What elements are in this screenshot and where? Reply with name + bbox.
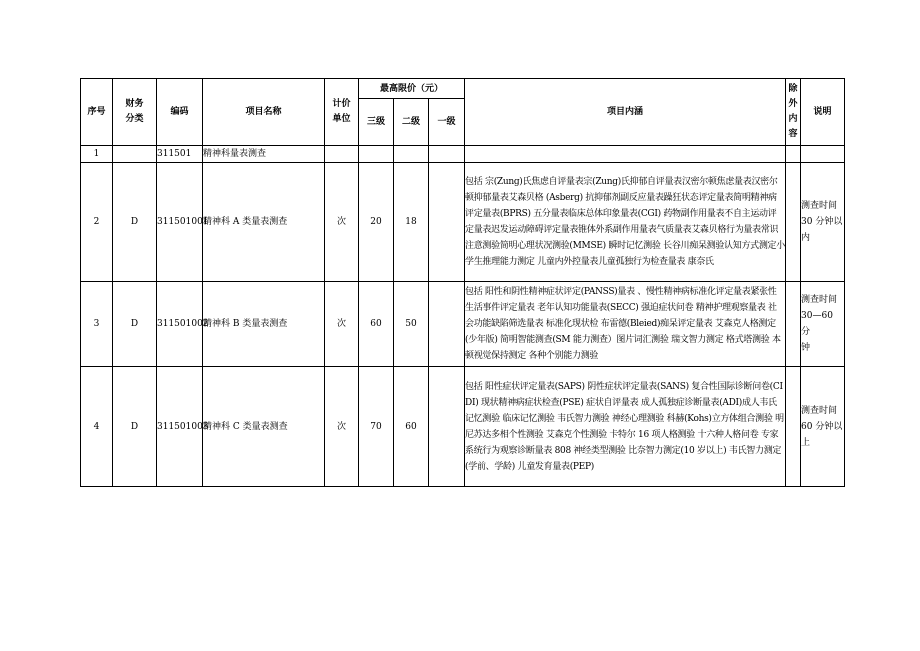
cell-level2 bbox=[394, 146, 429, 163]
cell-unit: 次 bbox=[325, 282, 359, 367]
cell-excluded bbox=[786, 163, 801, 282]
cell-level2: 18 bbox=[394, 163, 429, 282]
cell-content: 包括 宗(Zung)氏焦虑自评量表宗(Zung)氏抑郁自评量表汉密尔顿焦虑量表汉密尔顿抑郁量表艾森贝格 (Asberg) 抗抑郁剂副反应量表躁狂状态评定量表简明精神病评定量表(BPRS) 五分量表临床总体印象量表(CGI) 药物副作用量表不自主运动评定量表迟发运动障碍评定量表锥体外系副作用量表气质量表艾森贝格行为量表常识注意测验简明心理状况测验(MMSE) 瞬时记忆测验 长谷川痴呆测验认知方式测定小学生推理能力测定 儿童内外控量表儿童孤独行为检查量表 康奈氏 bbox=[465, 163, 786, 282]
cell-unit bbox=[325, 146, 359, 163]
cell-level2: 50 bbox=[394, 282, 429, 367]
cell-seq: 2 bbox=[81, 163, 113, 282]
cell-level3 bbox=[359, 146, 394, 163]
header-code: 编码 bbox=[157, 79, 203, 146]
cell-category: D bbox=[113, 282, 157, 367]
table-row bbox=[81, 367, 845, 487]
cell-note: 测查时间 30—60 分 钟 bbox=[801, 282, 845, 367]
cell-name: 精神科 A 类量表测查 bbox=[203, 163, 325, 282]
cell-level1 bbox=[429, 163, 465, 282]
cell-category: D bbox=[113, 163, 157, 282]
cell-note bbox=[801, 146, 845, 163]
header-name: 项目名称 bbox=[203, 79, 325, 146]
cell-name: 精神科 B 类量表测查 bbox=[203, 282, 325, 367]
header-max-price: 最高限价（元） bbox=[359, 79, 465, 99]
cell-code: 311501 bbox=[157, 146, 203, 163]
cell-excluded bbox=[786, 146, 801, 163]
header-row-1 bbox=[81, 79, 845, 99]
cell-level2: 60 bbox=[394, 367, 429, 487]
cell-content: 包括 阳性和阴性精神症状评定(PANSS)量表 、慢性精神病标准化评定量表紧张性生活事件评定量表 老年认知功能量表(SECC) 强迫症状问卷 精神护理观察量表 社会功能缺陷筛选量表 标准化现状检 布雷德(Bleied)痴呆评定量表 艾森克人格测定(少年版) 简明智能测查(SM 能力测查）图片词汇测验 瑞文智力测定 格式塔测验 本顿视觉保持测定 各种个别能力测验 bbox=[465, 282, 786, 367]
cell-note: 测查时间 30 分钟以 内 bbox=[801, 163, 845, 282]
cell-category bbox=[113, 146, 157, 163]
cell-level1 bbox=[429, 282, 465, 367]
cell-seq: 1 bbox=[81, 146, 113, 163]
cell-level1 bbox=[429, 367, 465, 487]
cell-seq: 4 bbox=[81, 367, 113, 487]
cell-content bbox=[465, 146, 786, 163]
table-row bbox=[81, 282, 845, 367]
cell-level3: 60 bbox=[359, 282, 394, 367]
cell-note: 测查时间 60 分钟以 上 bbox=[801, 367, 845, 487]
cell-code: 311501001 bbox=[157, 163, 203, 282]
header-seq: 序号 bbox=[81, 79, 113, 146]
table-row bbox=[81, 163, 845, 282]
cell-unit: 次 bbox=[325, 163, 359, 282]
header-level2: 二级 bbox=[394, 99, 429, 146]
header-level3: 三级 bbox=[359, 99, 394, 146]
cell-seq: 3 bbox=[81, 282, 113, 367]
header-level1: 一级 bbox=[429, 99, 465, 146]
cell-code: 311501002 bbox=[157, 282, 203, 367]
cell-level3: 20 bbox=[359, 163, 394, 282]
cell-excluded bbox=[786, 282, 801, 367]
header-content: 项目内涵 bbox=[465, 79, 786, 146]
header-unit: 计价 单位 bbox=[325, 79, 359, 146]
header-excluded: 除 外 内 容 bbox=[786, 79, 801, 146]
cell-unit: 次 bbox=[325, 367, 359, 487]
cell-name: 精神科量表测查 bbox=[203, 146, 325, 163]
cell-excluded bbox=[786, 367, 801, 487]
cell-category: D bbox=[113, 367, 157, 487]
header-category: 财务 分类 bbox=[113, 79, 157, 146]
table-row bbox=[81, 146, 845, 163]
cell-code: 311501003 bbox=[157, 367, 203, 487]
cell-level1 bbox=[429, 146, 465, 163]
cell-content: 包括 阳性症状评定量表(SAPS) 阴性症状评定量表(SANS) 复合性国际诊断问卷(CIDI) 现状精神病症状检查(PSE) 症状自评量表 成人孤独症诊断量表(ADI)成人韦氏记忆测验 临床记忆测验 韦氏智力测验 神经心理测验 科赫(Kohs)立方体组合测验 明尼苏达多相个性测验 艾森克个性测验 卡特尔 16 项人格测验 十六种人格问卷 专家系统行为观察诊断量表 808 神经类型测验 比奈智力测定(10 岁以上) 韦氏智力测定(学前、学龄) 儿童发育量表(PEP) bbox=[465, 367, 786, 487]
cell-name: 精神科 C 类量表测查 bbox=[203, 367, 325, 487]
pricing-table bbox=[80, 78, 845, 487]
cell-level3: 70 bbox=[359, 367, 394, 487]
header-note: 说明 bbox=[801, 79, 845, 146]
